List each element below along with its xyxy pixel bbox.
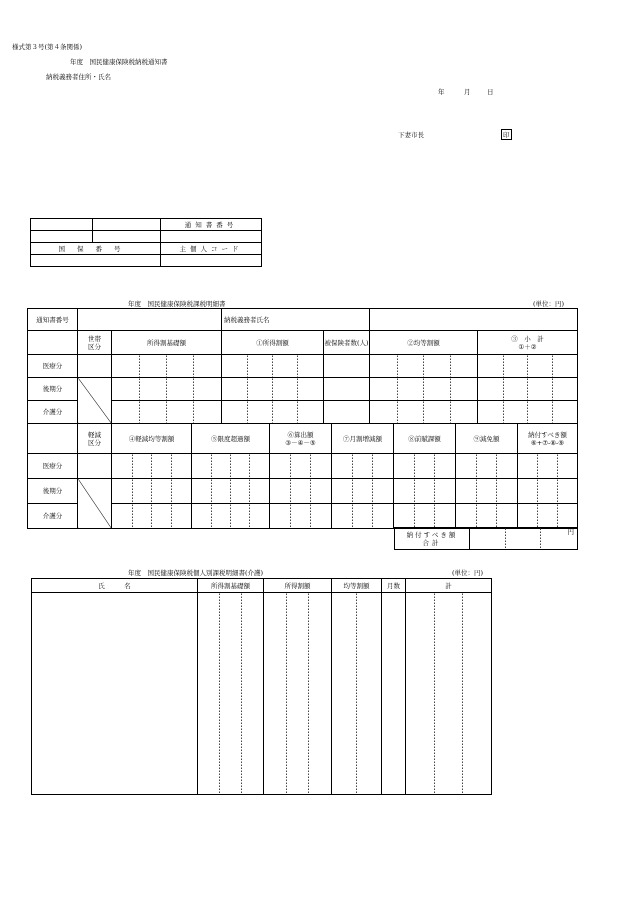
col-per-capita: 均等割額 — [332, 579, 382, 593]
row-label: 介護分 — [28, 401, 78, 424]
date-month: 月 — [464, 88, 471, 96]
col-income-base: 所得割基礎額 — [198, 579, 264, 593]
income-levy-header: ①所得割額 — [222, 331, 324, 355]
individual-unit: (単位：円) — [452, 569, 484, 577]
form-id: 様式第３号(第４条関係) — [12, 43, 83, 51]
monthly-header: ⑦月割増減額 — [332, 424, 394, 454]
row-label: 医療分 — [28, 355, 78, 378]
reduction-header: ④軽減均等割額 — [112, 424, 192, 454]
mayor-name: 下妻市長 — [398, 131, 424, 139]
kokuho-no-label: 国保番号 — [31, 243, 161, 255]
detail-table-2 — [27, 423, 578, 529]
col-months: 月数 — [382, 579, 406, 593]
col-name: 氏 名 — [32, 579, 198, 593]
taxpayer-label: 納税義務者住所・氏名 — [46, 73, 111, 81]
reduction-class: 軽減区分 — [78, 424, 112, 454]
row-label: 医療分 — [28, 454, 78, 479]
detail-title: 年度 国民健康保険税課税明細書 — [128, 300, 226, 308]
date-day: 日 — [487, 88, 494, 96]
household-class: 世帯区分 — [78, 331, 112, 355]
head-code-label: 主個人コード — [161, 243, 262, 255]
limit-excess-header: ⑤限度超過額 — [192, 424, 270, 454]
col-income-levy: 所得割額 — [264, 579, 332, 593]
calc-formula: ③－④－⑤ — [285, 438, 316, 447]
detail-table — [27, 308, 578, 424]
seal-stamp: 印 — [503, 131, 510, 139]
taxpayer-name-cell: 納税義務者氏名 — [222, 309, 370, 331]
col-total: 計 — [406, 579, 492, 593]
subtotal-header: ③ 小 計 — [511, 334, 544, 343]
total-box — [394, 527, 578, 550]
notice-title: 年度 国民健康保険税納税通知書 — [70, 58, 168, 66]
per-capita-header: ②均等割額 — [370, 331, 478, 355]
yen-unit: 円 — [567, 528, 574, 536]
income-base-header: 所得割基礎額 — [112, 331, 222, 355]
prior-header: ⑧前賦課額 — [394, 424, 456, 454]
date-year: 年 — [438, 88, 445, 96]
insured-header: 被保険者数(人) — [324, 331, 370, 355]
subtotal-formula: ①＋② — [518, 342, 537, 351]
total-label: 納付すべき額 — [406, 530, 458, 539]
notice-no-cell: 通知書番号 — [28, 309, 78, 331]
notice-no-label: 通知書番号 — [161, 219, 262, 231]
row-label: 介護分 — [28, 504, 78, 529]
due-formula: ⑥+⑦-⑧-⑨ — [530, 438, 565, 447]
individual-title: 年度 国民健康保険税個人別課税明細書(介護) — [128, 569, 264, 577]
row-label: 後期分 — [28, 479, 78, 504]
notice-number-box — [30, 218, 262, 267]
row-label: 後期分 — [28, 378, 78, 401]
calc-header: ⑥算出額 — [287, 430, 314, 439]
total-label-2: 合計 — [422, 538, 442, 547]
exemption-header: ⑨減免額 — [456, 424, 518, 454]
detail-unit: (単位：円) — [533, 300, 565, 308]
due-header: 納付すべき額 — [528, 430, 567, 439]
individual-table — [31, 578, 492, 795]
